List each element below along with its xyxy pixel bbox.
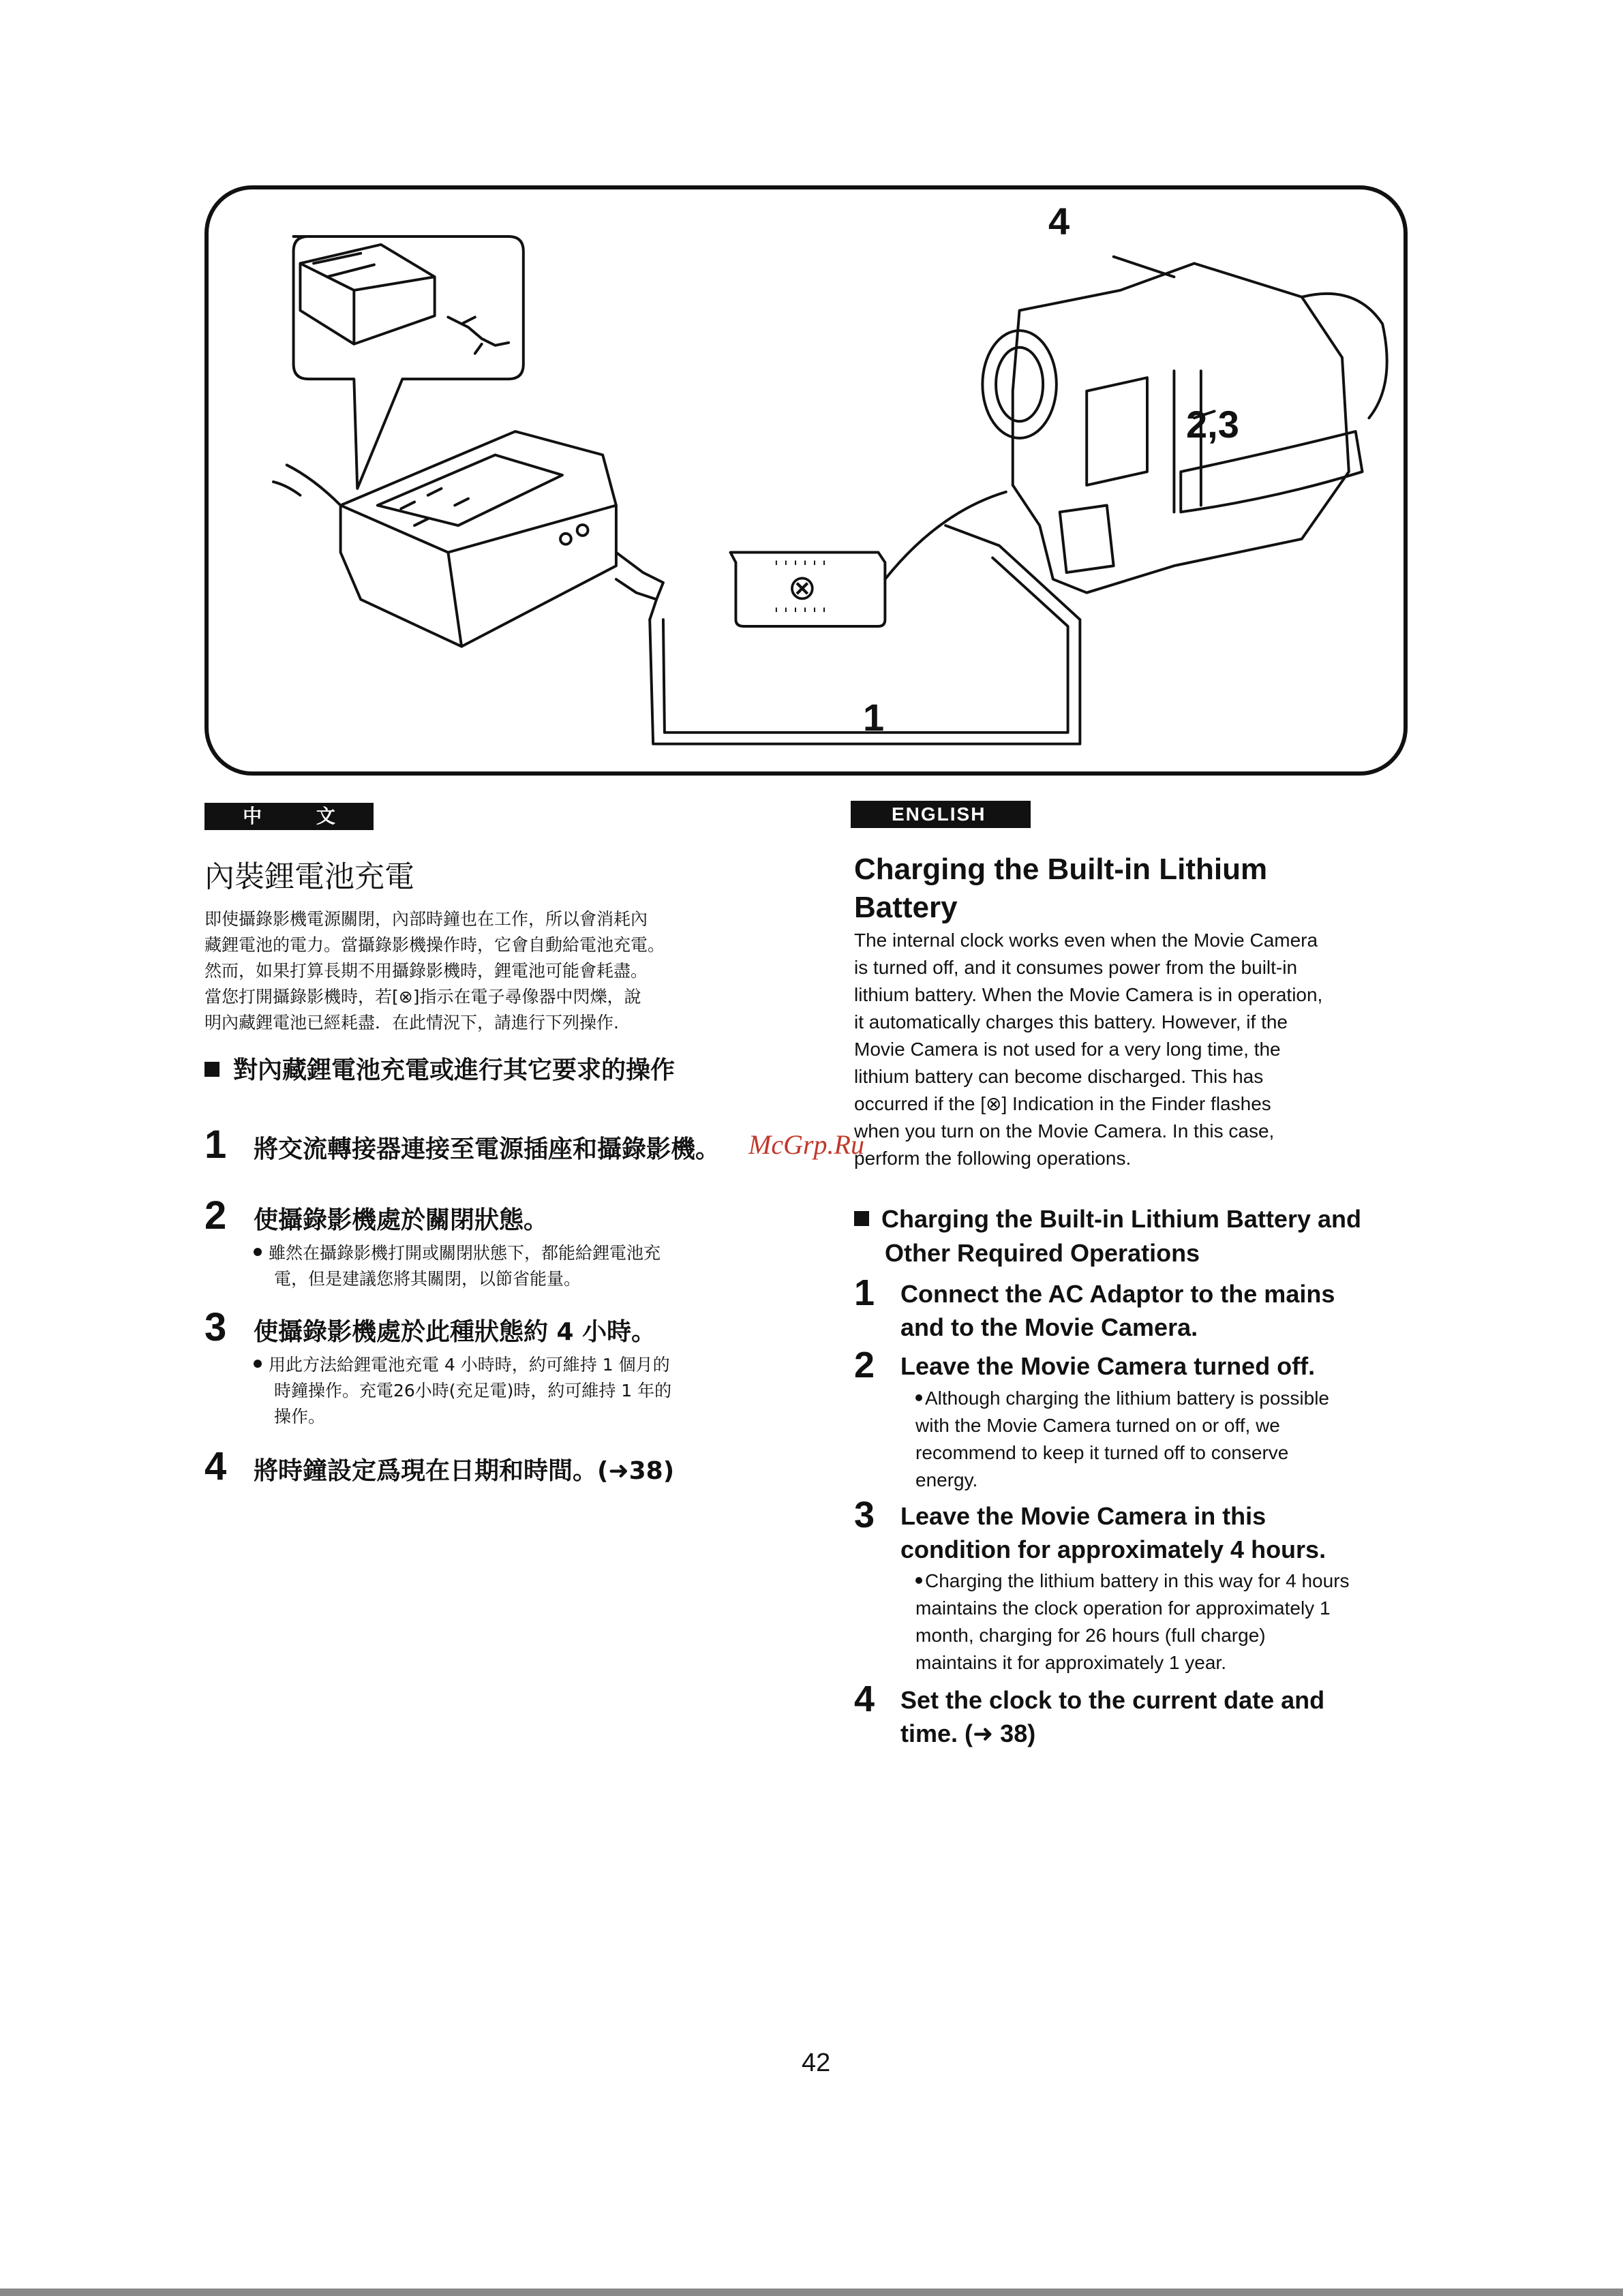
step-number: 4	[204, 1444, 227, 1488]
chinese-section-text: 對內藏鋰電池充電或進行其它要求的操作	[233, 1056, 676, 1084]
english-intro-line: is turned off, and it consumes power from the built-in	[854, 957, 1298, 978]
english-language-tab: ENGLISH	[851, 801, 1031, 828]
english-intro-line: lithium battery. When the Movie Camera is in operation,	[854, 984, 1323, 1005]
note-line: maintains the clock operation for approximately 1	[915, 1597, 1331, 1619]
note-line: Although charging the lithium battery is possible	[925, 1388, 1330, 1409]
step-text: 將交流轉接器連接至電源插座和攝錄影機。	[254, 1135, 721, 1163]
english-title	[854, 851, 1413, 927]
step-text: 將時鐘設定爲現在日期和時間。(➜38)	[254, 1457, 675, 1485]
english-intro-line: it automatically charges this battery. However, if the	[854, 1011, 1288, 1032]
english-intro-line: Movie Camera is not used for a very long time, the	[854, 1039, 1281, 1060]
step-text-line: Leave the Movie Camera in this	[900, 1502, 1266, 1530]
square-bullet-icon	[854, 1211, 869, 1226]
english-section-line: Charging the Built-in Lithium Battery and	[881, 1205, 1361, 1233]
step-note	[254, 1240, 772, 1292]
english-intro-line: perform the following operations.	[854, 1148, 1132, 1169]
inset-box	[294, 236, 524, 489]
english-title-line: Battery	[854, 891, 958, 924]
note-line: 電，但是建議您將其關閉，以節省能量。	[274, 1269, 581, 1289]
callout-4: 4	[1048, 200, 1070, 243]
note-line: 雖然在攝錄影機打開或關閉狀態下，都能給鋰電池充	[269, 1243, 661, 1263]
chinese-intro-line: 藏鋰電池的電力。當攝錄影機操作時，它會自動給電池充電。	[204, 935, 665, 955]
note-line: energy.	[915, 1469, 978, 1490]
english-section-line: Other Required Operations	[885, 1239, 1200, 1267]
chinese-intro	[204, 906, 763, 1036]
step-text-line: and to the Movie Camera.	[900, 1313, 1198, 1341]
english-intro-line: The internal clock works even when the Movie Camera	[854, 930, 1318, 951]
note-line: 時鐘操作。充電26小時(充足電)時，約可維持 1 年的	[274, 1381, 672, 1400]
english-intro-line: lithium battery can become discharged. This has	[854, 1066, 1264, 1087]
callout-4-leader	[1114, 257, 1174, 277]
step-text: 使攝錄影機處於關閉狀態。	[254, 1206, 549, 1234]
step-text-line: Set the clock to the current date and	[900, 1686, 1325, 1714]
chinese-intro-line: 明內藏鋰電池已經耗盡．在此情況下，請進行下列操作.	[204, 1013, 619, 1032]
step-text-line: time. (➜ 38)	[900, 1719, 1036, 1747]
step-number: 2	[204, 1193, 227, 1238]
ac-adaptor	[341, 431, 616, 647]
step-text	[900, 1277, 1419, 1344]
chinese-intro-line: 即使攝錄影機電源關閉，內部時鐘也在工作，所以會消耗內	[204, 909, 648, 929]
bullet-icon	[254, 1248, 262, 1256]
note-line: maintains it for approximately 1 year.	[915, 1652, 1226, 1673]
callout-2-3: 2,3	[1186, 403, 1239, 446]
step-text	[900, 1349, 1419, 1383]
callout-1: 1	[863, 696, 885, 739]
step-number: 1	[204, 1122, 227, 1167]
illustration-frame	[204, 185, 1408, 776]
chinese-intro-line: 然而，如果打算長期不用攝錄影機時，鋰電池可能會耗盡。	[204, 961, 648, 981]
english-intro-line: occurred if the [⊗] Indication in the Finder flashes	[854, 1093, 1271, 1114]
step-number: 3	[204, 1305, 227, 1349]
note-line: 操作。	[274, 1407, 326, 1426]
page-number: 42	[802, 2049, 831, 2077]
step-number: 2	[854, 1345, 875, 1386]
chinese-intro-line: 當您打開攝錄影機時，若[⊗]指示在電子尋像器中閃爍，說	[204, 987, 641, 1007]
mains-cable	[273, 465, 341, 505]
charging-illustration	[209, 189, 1404, 771]
step-note	[915, 1385, 1420, 1494]
step-number: 1	[854, 1272, 875, 1313]
svg-text:' ' ' ' ' ': ' ' ' ' ' '	[774, 604, 827, 624]
watermark: McGrp.Ru	[748, 1129, 864, 1160]
english-title-line: Charging the Built-in Lithium	[854, 853, 1268, 886]
english-intro	[854, 927, 1410, 1172]
bullet-icon	[915, 1577, 922, 1584]
english-section-heading	[854, 1202, 1420, 1270]
svg-text:' ' ' ' ' ': ' ' ' ' ' '	[774, 557, 827, 577]
note-line: with the Movie Camera turned on or off, we	[915, 1415, 1280, 1436]
step-note	[915, 1567, 1420, 1677]
step-number: 3	[854, 1495, 875, 1535]
finder-battery-icon: ⊗	[787, 567, 817, 609]
step-text	[900, 1499, 1419, 1566]
step-note	[254, 1352, 772, 1430]
square-bullet-icon	[204, 1062, 219, 1077]
note-line: month, charging for 26 hours (full charge)	[915, 1625, 1266, 1646]
step-number: 4	[854, 1679, 875, 1719]
chinese-title: 內裝鋰電池充電	[204, 859, 414, 894]
bullet-icon	[254, 1360, 262, 1368]
chinese-language-tab: 中 文	[204, 803, 374, 830]
dc-plug	[616, 553, 663, 620]
note-line: 用此方法給鋰電池充電 4 小時時，約可維持 1 個月的	[269, 1355, 670, 1375]
note-line: Charging the lithium battery in this way for 4 hours	[925, 1570, 1350, 1591]
step-text-line: Leave the Movie Camera turned off.	[900, 1352, 1316, 1380]
note-line: recommend to keep it turned off to conserve	[915, 1442, 1289, 1463]
chinese-section-heading	[204, 1051, 675, 1086]
step-text	[900, 1683, 1419, 1750]
inset-battery	[300, 245, 434, 344]
step-text-line: Connect the AC Adaptor to the mains	[900, 1280, 1335, 1308]
english-intro-line: when you turn on the Movie Camera. In this case,	[854, 1120, 1275, 1142]
bottom-edge	[0, 2289, 1623, 2296]
bullet-icon	[915, 1394, 922, 1401]
inset-plug	[448, 317, 509, 353]
step-text: 使攝錄影機處於此種狀態約 4 小時。	[254, 1318, 656, 1346]
step-text-line: condition for approximately 4 hours.	[900, 1535, 1326, 1563]
